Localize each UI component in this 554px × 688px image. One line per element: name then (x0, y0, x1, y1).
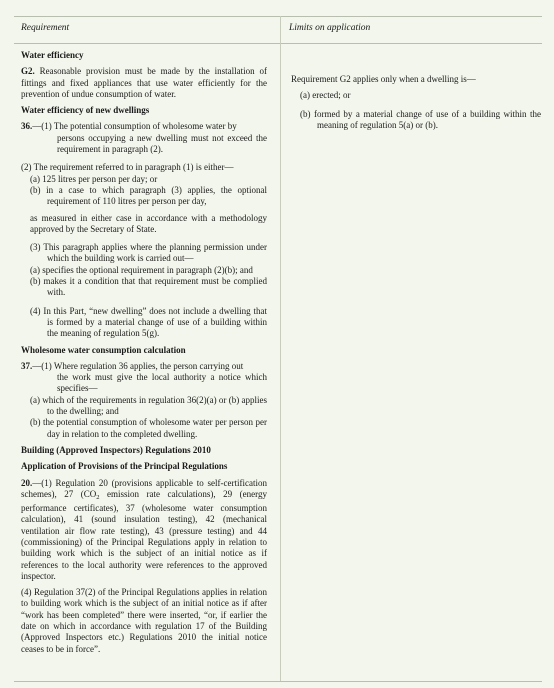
para-36-2-b: (b) in a case to which paragraph (3) applies, the optional requirement of 110 litres per person per day, (30, 184, 267, 207)
limits-intro: Requirement G2 applies only when a dwelling is— (291, 74, 476, 84)
requirement-column (21, 50, 267, 655)
heading-approved-inspectors-regs: Building (Approved Inspectors) Regulations 2010 (21, 444, 211, 455)
heading-application-of-provisions: Application of Provisions of the Principal Regulations (21, 461, 228, 472)
header-limits: Limits on application (289, 23, 371, 33)
para-36-2-a: (a) 125 litres per person per day; or (30, 173, 158, 184)
r36-number: 36. (21, 121, 33, 132)
para-37-1-b: (b) the potential consumption of wholesome water per person per day in relation to the completed dwelling. (30, 417, 267, 439)
header-rule (14, 43, 542, 44)
para-36-1 (21, 121, 267, 132)
para-36-3: (3) This paragraph applies where the planning permission under which the building work is carried out— (30, 242, 267, 264)
r20-text-a: —(1) Regulation 20 (provisions applicable to self-certification schemes), 27 (CO (21, 477, 267, 499)
para-37-1-continued: the work must give the local authority a notice which specifies— (57, 372, 267, 394)
r37-1-first-line: —(1) Where regulation 36 applies, the person carrying out (32, 360, 244, 371)
r37-number: 37. (21, 360, 33, 371)
para-37-1-a: (a) which of the requirements in regulation 36(2)(a) or (b) applies to the dwelling; and (30, 394, 267, 417)
limits-column (291, 74, 541, 131)
r20-text-b: emission rate calculations), 29 (energy performance certificates), 37 (wholesome water consumption calculation), 41 (sound insulation testing), 42 (mechanical ventilation air flow rate testing), 43 (pressure testing) and 44 (commissioning) of the Principal Regulations apply in relation to building work which is the subject of an initial notice as if references to the local authority were references to the approved inspector. (21, 488, 267, 581)
limits-b: (b) formed by a material change of use of a building within the meaning of regulation 5(a) or (b). (300, 108, 541, 130)
heading-water-efficiency: Water efficiency (21, 50, 84, 60)
heading-consumption-calculation: Wholesome water consumption calculation (21, 344, 186, 355)
para-37-1 (21, 361, 267, 372)
para-20-4: (4) Regulation 37(2) of the Principal Regulations applies in relation to building work which is the subject of an initial notice as if after “work has been completed” there were inserted, “or, if earlier the date on which in accordance with regulation 17 of the Building (Approved Inspectors etc.) Regulations 2010 the initial notice ceases to be in force”. (21, 587, 267, 654)
g2-text: Reasonable provision must be made by the installation of fittings and fixed appliances that use water efficiently for the prevention of undue consumption of water. (21, 66, 267, 99)
bottom-rule (14, 681, 542, 682)
co2-subscript: 2 (96, 493, 100, 501)
column-divider (280, 16, 281, 681)
g2-number: G2. (21, 66, 35, 77)
limits-a: (a) erected; or (300, 90, 351, 101)
para-g2 (21, 66, 267, 100)
para-36-4: (4) In this Part, “new dwelling” does not include a dwelling that is formed by a material change of use of a building within the meaning of regulation 5(g). (30, 305, 267, 339)
para-36-3-b: (b) makes it a condition that that requirement must be complied with. (30, 276, 267, 298)
r36-1-first-line: —(1) The potential consumption of wholesome water by (32, 121, 237, 132)
para-36-1-continued: persons occupying a new dwelling must not exceed the requirement in paragraph (2). (57, 132, 267, 155)
para-36-2: (2) The requirement referred to in paragraph (1) is either— (21, 162, 234, 173)
para-36-2-tail: as measured in either case in accordance with a methodology approved by the Secretary of State. (30, 212, 267, 234)
r20-number: 20. (21, 477, 33, 488)
para-20-1 (21, 478, 267, 583)
heading-new-dwellings: Water efficiency of new dwellings (21, 105, 150, 116)
para-36-3-a: (a) specifies the optional requirement in paragraph (2)(b); and (30, 264, 253, 275)
header-requirement: Requirement (21, 23, 70, 33)
top-rule (14, 16, 542, 17)
